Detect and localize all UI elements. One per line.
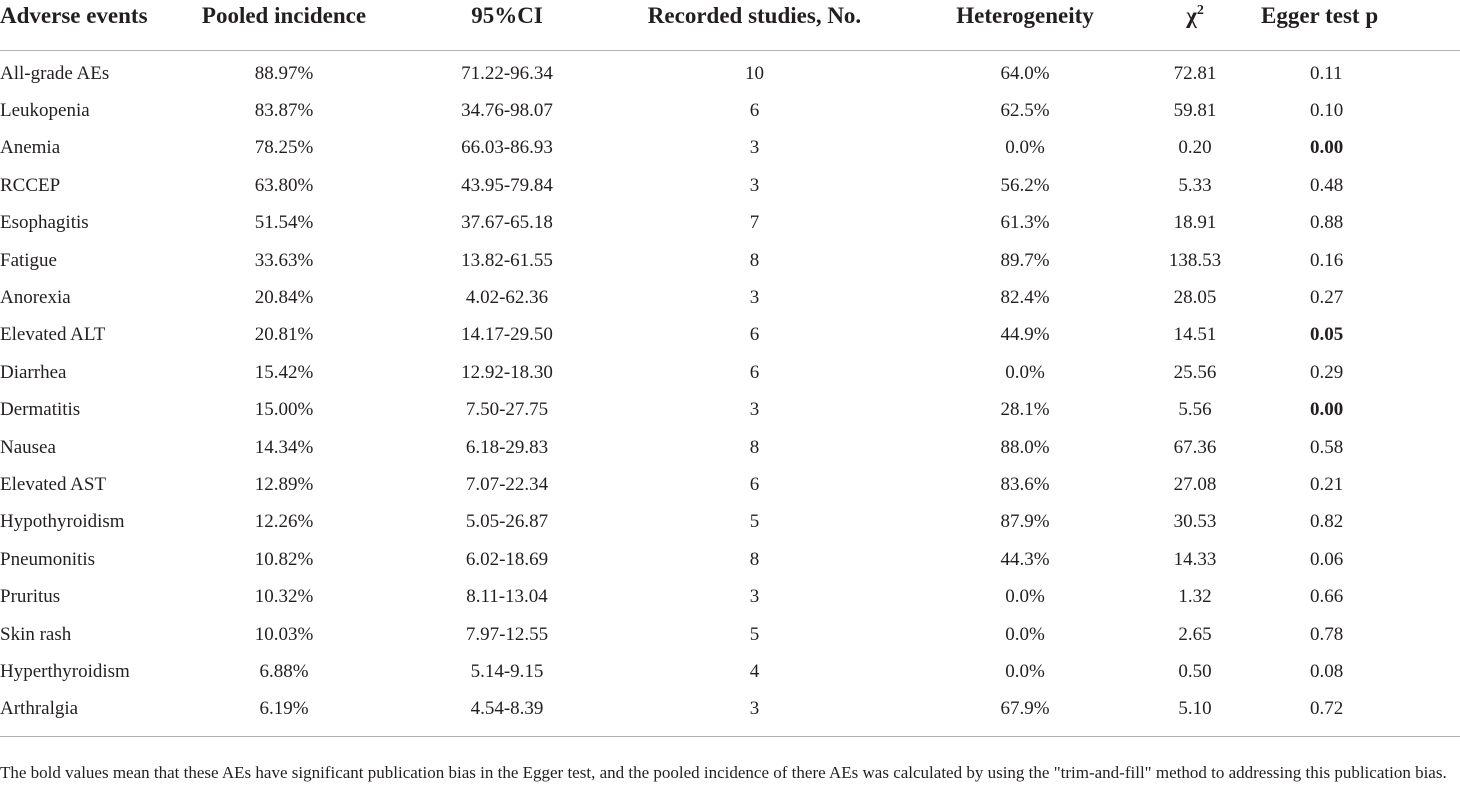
cell-adverse-event: All-grade AEs: [0, 62, 110, 84]
cell-heterogeneity: 0.0%: [1005, 586, 1045, 608]
table-row: [0, 541, 1460, 578]
cell-ci: 8.11-13.04: [466, 586, 548, 608]
cell-ci: 4.54-8.39: [398, 691, 616, 737]
cell-recorded-studies: 7: [749, 212, 760, 234]
cell-egger-p: [1233, 317, 1460, 354]
cell-adverse-event: Diarrhea: [0, 361, 67, 383]
cell-heterogeneity: 64.0%: [1000, 62, 1050, 84]
cell-ci: 43.95-79.84: [461, 174, 553, 196]
cell-chi-squared: 5.10: [1157, 691, 1233, 737]
table-row: [0, 578, 1460, 615]
cell-chi-squared: 67.36: [1173, 436, 1217, 458]
cell-adverse-event: Anorexia: [0, 287, 71, 309]
table-header: [0, 0, 1460, 51]
header-heterogeneity: Heterogeneity: [893, 0, 1157, 51]
table-row: [0, 466, 1460, 503]
cell-egger-p: 0.06: [1310, 548, 1344, 570]
header-ci: 95%CI: [398, 0, 616, 51]
cell-recorded-studies: 6: [749, 473, 760, 495]
cell-pooled-incidence: 20.81%: [254, 324, 314, 346]
cell-egger-p: 0.08: [1310, 660, 1344, 682]
cell-adverse-event: Elevated ALT: [0, 324, 106, 346]
cell-heterogeneity: 44.9%: [1000, 324, 1050, 346]
cell-heterogeneity: 28.1%: [1000, 399, 1050, 421]
cell-adverse-event: Fatigue: [0, 249, 57, 271]
table-row: [0, 205, 1460, 242]
chi-symbol: χ: [1186, 3, 1197, 28]
cell-chi-squared: 14.33: [1173, 548, 1217, 570]
cell-recorded-studies: 4: [749, 660, 760, 682]
cell-pooled-incidence: 6.88%: [259, 660, 309, 682]
header-egger-test: Egger test p: [1233, 0, 1460, 51]
cell-pooled-incidence: 14.34%: [254, 436, 314, 458]
significant-egger-value: 0.05: [1310, 324, 1344, 346]
significant-egger-value: 0.00: [1310, 399, 1344, 421]
cell-egger-p: 0.78: [1310, 623, 1344, 645]
table-row: [0, 354, 1460, 391]
table-row: [0, 130, 1460, 167]
cell-chi-squared: 1.32: [1178, 586, 1212, 608]
header-chi-squared: [1157, 0, 1233, 51]
cell-recorded-studies: 3: [749, 174, 760, 196]
cell-recorded-studies: 8: [749, 436, 760, 458]
table-row: [0, 691, 1460, 737]
table-row: [0, 653, 1460, 690]
cell-ci: 7.07-22.34: [465, 473, 549, 495]
cell-chi-squared: 14.51: [1173, 324, 1217, 346]
cell-pooled-incidence: 33.63%: [254, 249, 314, 271]
cell-recorded-studies: 5: [749, 511, 760, 533]
cell-recorded-studies: 3: [616, 691, 893, 737]
cell-egger-p: 0.11: [1310, 62, 1343, 84]
cell-egger-p: 0.48: [1310, 174, 1344, 196]
cell-heterogeneity: 88.0%: [1000, 436, 1050, 458]
cell-recorded-studies: 3: [749, 287, 760, 309]
cell-egger-p: 0.82: [1310, 511, 1344, 533]
cell-heterogeneity: 0.0%: [1005, 361, 1045, 383]
table-row: [0, 317, 1460, 354]
header-row: [0, 0, 1460, 51]
cell-ci: 66.03-86.93: [461, 137, 553, 159]
cell-recorded-studies: 8: [749, 249, 760, 271]
cell-chi-squared: 0.20: [1178, 137, 1212, 159]
cell-egger-p: 0.29: [1310, 361, 1344, 383]
cell-egger-p: 0.72: [1233, 691, 1460, 737]
table-row: [0, 279, 1460, 316]
table-row: [0, 504, 1460, 541]
cell-adverse-event: Pneumonitis: [0, 548, 96, 570]
cell-pooled-incidence: 10.32%: [254, 586, 314, 608]
cell-recorded-studies: 6: [749, 324, 760, 346]
cell-recorded-studies: 8: [749, 548, 760, 570]
cell-heterogeneity: 61.3%: [1000, 212, 1050, 234]
cell-heterogeneity: 44.3%: [1000, 548, 1050, 570]
table-footnote: The bold values mean that these AEs have significant publication bias in the Egger test, and the pooled incidence of there AEs was calculated by using the "trim-and-fill" method to addressing this publication bias.: [0, 763, 1447, 782]
cell-pooled-incidence: 88.97%: [254, 62, 314, 84]
table-row: [0, 616, 1460, 653]
cell-ci: 4.02-62.36: [465, 287, 549, 309]
cell-adverse-event: Dermatitis: [0, 399, 81, 421]
cell-recorded-studies: 3: [749, 137, 760, 159]
cell-heterogeneity: 89.7%: [1000, 249, 1050, 271]
cell-pooled-incidence: 10.82%: [254, 548, 314, 570]
cell-chi-squared: 2.65: [1178, 623, 1212, 645]
cell-ci: 5.14-9.15: [470, 660, 544, 682]
cell-egger-p: [1233, 130, 1460, 167]
cell-chi-squared: 0.50: [1178, 660, 1212, 682]
cell-pooled-incidence: 20.84%: [254, 287, 314, 309]
cell-ci: 7.50-27.75: [465, 399, 549, 421]
cell-adverse-event: Pruritus: [0, 586, 61, 608]
cell-pooled-incidence: 12.89%: [254, 473, 314, 495]
cell-adverse-event: Hyperthyroidism: [0, 660, 130, 682]
cell-adverse-event: Skin rash: [0, 623, 72, 645]
cell-pooled-incidence: 10.03%: [254, 623, 314, 645]
cell-adverse-event: Leukopenia: [0, 100, 90, 122]
cell-chi-squared: 25.56: [1173, 361, 1217, 383]
cell-pooled-incidence: 83.87%: [254, 100, 314, 122]
cell-adverse-event: Arthralgia: [0, 691, 170, 737]
cell-recorded-studies: 3: [749, 399, 760, 421]
cell-ci: 13.82-61.55: [461, 249, 553, 271]
cell-chi-squared: 59.81: [1173, 100, 1217, 122]
cell-ci: 37.67-65.18: [461, 212, 553, 234]
cell-pooled-incidence: 78.25%: [254, 137, 314, 159]
cell-ci: 71.22-96.34: [461, 62, 553, 84]
table-row: [0, 92, 1460, 129]
table-body: [0, 51, 1460, 737]
cell-egger-p: 0.27: [1310, 287, 1344, 309]
cell-pooled-incidence: 15.42%: [254, 361, 314, 383]
cell-adverse-event: Nausea: [0, 436, 56, 458]
cell-adverse-event: Hypothyroidism: [0, 511, 125, 533]
cell-egger-p: 0.66: [1310, 586, 1344, 608]
cell-recorded-studies: 10: [745, 62, 764, 84]
cell-ci: 34.76-98.07: [461, 100, 553, 122]
cell-egger-p: 0.58: [1310, 436, 1344, 458]
cell-heterogeneity: 67.9%: [893, 691, 1157, 737]
cell-pooled-incidence: 6.19%: [170, 691, 398, 737]
cell-recorded-studies: 6: [749, 361, 760, 383]
cell-adverse-event: Esophagitis: [0, 212, 89, 234]
cell-heterogeneity: 0.0%: [1005, 660, 1045, 682]
cell-ci: 6.02-18.69: [465, 548, 549, 570]
cell-recorded-studies: 3: [749, 586, 760, 608]
cell-recorded-studies: 5: [749, 623, 760, 645]
table-row: [0, 167, 1460, 204]
cell-heterogeneity: 62.5%: [1000, 100, 1050, 122]
cell-chi-squared: 5.56: [1178, 399, 1212, 421]
cell-heterogeneity: 0.0%: [1005, 623, 1045, 645]
header-recorded-studies: Recorded studies, No.: [616, 0, 893, 51]
cell-heterogeneity: 82.4%: [1000, 287, 1050, 309]
cell-ci: 7.97-12.55: [465, 623, 549, 645]
cell-pooled-incidence: 51.54%: [254, 212, 314, 234]
cell-pooled-incidence: 12.26%: [254, 511, 314, 533]
table-row: [0, 392, 1460, 429]
cell-chi-squared: 18.91: [1173, 212, 1217, 234]
cell-chi-squared: 5.33: [1178, 174, 1212, 196]
cell-recorded-studies: 6: [749, 100, 760, 122]
cell-adverse-event: Elevated AST: [0, 473, 107, 495]
cell-egger-p: 0.10: [1310, 100, 1344, 122]
cell-heterogeneity: 0.0%: [1005, 137, 1045, 159]
cell-ci: 12.92-18.30: [461, 361, 553, 383]
cell-chi-squared: 30.53: [1173, 511, 1217, 533]
cell-chi-squared: 138.53: [1168, 249, 1222, 271]
cell-chi-squared: 28.05: [1173, 287, 1217, 309]
cell-egger-p: 0.16: [1310, 249, 1344, 271]
cell-ci: 6.18-29.83: [465, 436, 549, 458]
cell-egger-p: 0.21: [1310, 473, 1344, 495]
cell-ci: 14.17-29.50: [461, 324, 553, 346]
cell-egger-p: [1233, 392, 1460, 429]
cell-heterogeneity: 83.6%: [1000, 473, 1050, 495]
header-pooled-incidence: Pooled incidence: [170, 0, 398, 51]
table-row: [0, 242, 1460, 279]
cell-pooled-incidence: 15.00%: [254, 399, 314, 421]
table-row: [0, 429, 1460, 466]
cell-heterogeneity: 56.2%: [1000, 174, 1050, 196]
header-adverse-events: Adverse events: [0, 0, 170, 51]
cell-egger-p: 0.88: [1310, 212, 1344, 234]
cell-ci: 5.05-26.87: [465, 511, 549, 533]
cell-chi-squared: 72.81: [1173, 62, 1217, 84]
cell-chi-squared: 27.08: [1173, 473, 1217, 495]
chi-exponent: 2: [1196, 3, 1204, 18]
cell-adverse-event: RCCEP: [0, 174, 61, 196]
cell-pooled-incidence: 63.80%: [254, 174, 314, 196]
cell-heterogeneity: 87.9%: [1000, 511, 1050, 533]
table-row: [0, 51, 1460, 93]
significant-egger-value: 0.00: [1310, 137, 1344, 159]
cell-adverse-event: Anemia: [0, 137, 61, 159]
